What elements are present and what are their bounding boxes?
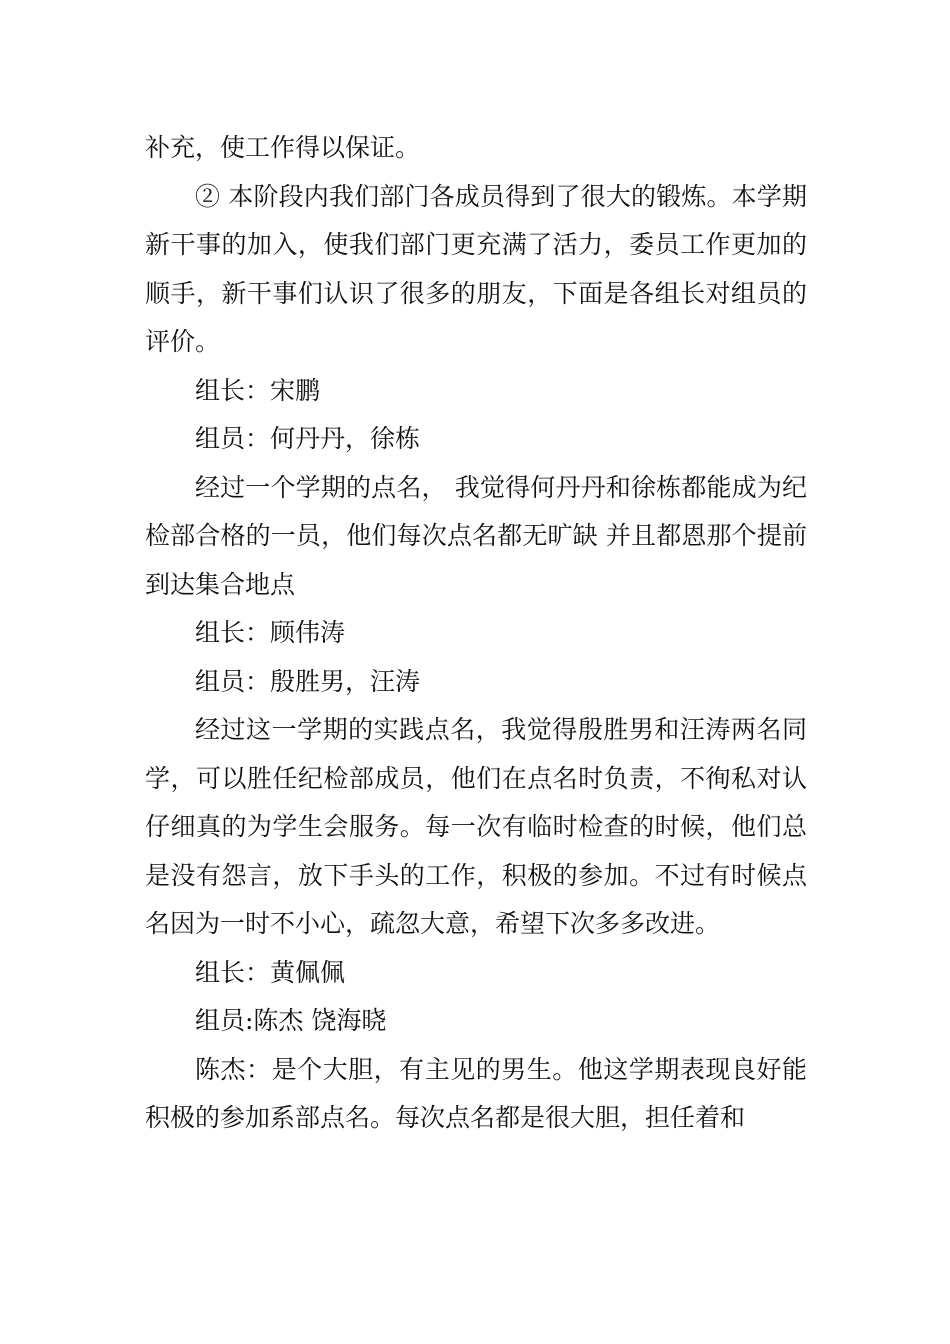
paragraph-continuation: 补充，使工作得以保证。 [145,133,421,162]
group-leader-line: 组长：顾伟涛 [195,618,346,647]
document-body [145,124,807,1143]
group-leader-line: 组长：黄佩佩 [195,957,346,987]
group-members-line: 组员：殷胜男，汪涛 [195,666,421,696]
group-members-line: 组员：何丹丹，徐栋 [195,424,421,453]
group-leader-line: 组长：宋鹏 [195,375,321,405]
group-members-line: 组员:陈杰 饶海晓 [195,1006,387,1035]
paragraph-department-growth: ② 本阶段内我们部门各成员得到了很大的锻炼。本学期新干事的加入，使我们部门更充满了活力，委员工作更加的顺手，新干事们认识了很多的朋友，下面是各组长对组员的评价。 [145,181,807,356]
paragraph-evaluation: 陈杰：是个大胆，有主见的男生。他这学期表现良好能积极的参加系部点名。每次点名都是很大胆，担任着和 [145,1054,807,1132]
paragraph-evaluation: 经过一个学期的点名， 我觉得何丹丹和徐栋都能成为纪检部合格的一员，他们每次点名都无旷缺 并且都恩那个提前到达集合地点 [145,472,807,599]
paragraph-evaluation: 经过这一学期的实践点名，我觉得殷胜男和汪涛两名同学，可以胜任纪检部成员，他们在点名时负责，不徇私对认仔细真的为学生会服务。每一次有临时检查的时候，他们总是没有怨言，放下手头的工作，积极的参加。不过有时候点名因为一时不小心，疏忽大意，希望下次多多改进。 [145,715,807,938]
